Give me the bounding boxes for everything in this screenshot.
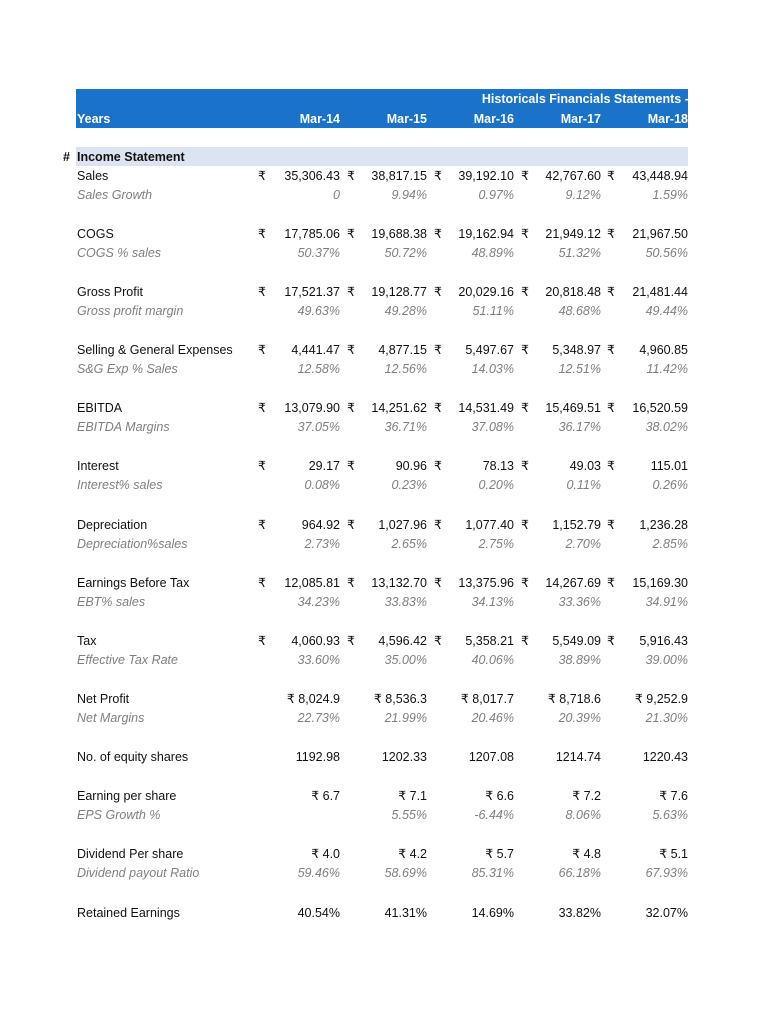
ratio-cell: 33.36% — [558, 595, 601, 609]
currency-symbol: ₹ — [521, 576, 529, 590]
currency-symbol: ₹ — [258, 285, 266, 299]
header-band — [76, 89, 700, 128]
ratio-cell: 49.28% — [384, 304, 427, 318]
value-cell: 4,441.47 — [291, 343, 340, 357]
currency-symbol: ₹ — [521, 634, 529, 648]
ratio-cell: 2.75% — [478, 537, 514, 551]
ratio-cell: 12.51% — [558, 362, 601, 376]
ratio-cell: 14.03% — [471, 362, 514, 376]
currency-symbol: ₹ — [434, 227, 442, 241]
currency-symbol: ₹ — [258, 518, 266, 532]
value-cell: 29.17 — [308, 459, 340, 473]
currency-symbol: ₹ — [347, 576, 355, 590]
value-cell: 13,132.70 — [371, 576, 427, 590]
row-label: Sales — [77, 169, 109, 183]
value-cell: ₹ 6.7 — [311, 789, 340, 803]
currency-symbol: ₹ — [521, 518, 529, 532]
value-cell: 42,767.60 — [545, 169, 601, 183]
value-cell: 4,877.15 — [378, 343, 427, 357]
ratio-cell: 85.31% — [471, 866, 514, 880]
ratio-cell: 8.06% — [565, 808, 601, 822]
currency-symbol: ₹ — [258, 343, 266, 357]
ratio-label: Interest% sales — [77, 478, 163, 492]
ratio-label: S&G Exp % Sales — [77, 362, 178, 376]
value-cell: 1,152.79 — [552, 518, 601, 532]
ratio-cell: 9.94% — [391, 188, 427, 202]
currency-symbol: ₹ — [347, 401, 355, 415]
value-cell: 20,818.48 — [545, 285, 601, 299]
value-cell: 13,079.90 — [284, 401, 340, 415]
currency-symbol: ₹ — [434, 285, 442, 299]
ratio-label: EPS Growth % — [77, 808, 161, 822]
currency-symbol: ₹ — [347, 227, 355, 241]
row-label: Selling & General Expenses — [77, 343, 233, 357]
value-cell: 5,916.43 — [639, 634, 688, 648]
ratio-cell: 50.56% — [645, 246, 688, 260]
value-cell: ₹ 9,252.9 — [634, 692, 688, 706]
ratio-cell: 34.91% — [645, 595, 688, 609]
currency-symbol: ₹ — [521, 343, 529, 357]
currency-symbol: ₹ — [521, 285, 529, 299]
ratio-label: COGS % sales — [77, 246, 162, 260]
value-cell: 5,497.67 — [465, 343, 514, 357]
currency-symbol: ₹ — [434, 169, 442, 183]
years-label: Years — [77, 112, 111, 126]
value-cell: 20,029.16 — [458, 285, 514, 299]
currency-symbol: ₹ — [258, 576, 266, 590]
ratio-cell: 0.11% — [566, 478, 601, 492]
ratio-cell: 67.93% — [645, 866, 688, 880]
value-cell: 964.92 — [301, 518, 340, 532]
currency-symbol: ₹ — [347, 518, 355, 532]
section-title: Income Statement — [77, 150, 185, 164]
ratio-cell — [260, 806, 340, 824]
year-header: Mar-18 — [647, 112, 688, 126]
ratio-cell: 2.73% — [304, 537, 340, 551]
ratio-cell: 59.46% — [297, 866, 340, 880]
value-cell: 39,192.10 — [458, 169, 514, 183]
year-header-row — [76, 110, 688, 128]
ratio-cell: 38.89% — [558, 653, 601, 667]
ratio-label: Effective Tax Rate — [77, 653, 178, 667]
ratio-label: Dividend payout Ratio — [77, 866, 200, 880]
ratio-cell: 36.71% — [384, 420, 427, 434]
value-cell: 4,960.85 — [639, 343, 688, 357]
ratio-cell: 21.30% — [645, 711, 688, 725]
ratio-cell: 38.02% — [645, 420, 688, 434]
row-label: Retained Earnings — [77, 906, 180, 920]
currency-symbol: ₹ — [607, 576, 615, 590]
currency-symbol: ₹ — [258, 401, 266, 415]
value-cell: ₹ 4.2 — [398, 847, 427, 861]
value-cell: ₹ 8,718.6 — [547, 692, 601, 706]
ratio-label: EBT% sales — [77, 595, 146, 609]
currency-symbol: ₹ — [607, 401, 615, 415]
value-cell: 115.01 — [650, 459, 688, 473]
ratio-cell: 35.00% — [384, 653, 427, 667]
value-cell: 5,549.09 — [552, 634, 601, 648]
currency-symbol: ₹ — [258, 459, 266, 473]
value-cell: 14,267.69 — [545, 576, 601, 590]
currency-symbol: ₹ — [607, 634, 615, 648]
currency-symbol: ₹ — [434, 576, 442, 590]
ratio-cell: 33.60% — [297, 653, 340, 667]
currency-symbol: ₹ — [607, 285, 615, 299]
currency-symbol: ₹ — [258, 227, 266, 241]
value-cell: ₹ 4.8 — [572, 847, 601, 861]
value-cell: ₹ 7.1 — [398, 789, 427, 803]
ratio-cell: 40.06% — [471, 653, 514, 667]
currency-symbol: ₹ — [521, 227, 529, 241]
value-cell: 33.82% — [558, 906, 601, 920]
sheet-title: Historicals Financials Statements - T — [481, 92, 700, 106]
ratio-cell: 11.42% — [646, 362, 688, 376]
ratio-cell: 48.68% — [558, 304, 601, 318]
ratio-label: Gross profit margin — [77, 304, 184, 318]
ratio-cell: 50.72% — [384, 246, 427, 260]
ratio-cell: 49.63% — [297, 304, 340, 318]
ratio-cell: 39.00% — [645, 653, 688, 667]
value-cell: 14,251.62 — [371, 401, 427, 415]
currency-symbol: ₹ — [607, 227, 615, 241]
value-cell: ₹ 7.6 — [659, 789, 688, 803]
ratio-label: EBITDA Margins — [77, 420, 170, 434]
ratio-cell: 50.37% — [297, 246, 340, 260]
currency-symbol: ₹ — [607, 459, 615, 473]
value-cell: ₹ 4.0 — [311, 847, 340, 861]
value-cell: ₹ 8,024.9 — [286, 692, 340, 706]
value-cell: 14.69% — [471, 906, 514, 920]
value-cell: 90.96 — [395, 459, 427, 473]
value-cell: ₹ 5.7 — [485, 847, 514, 861]
ratio-label: Sales Growth — [77, 188, 153, 202]
value-cell: 4,596.42 — [378, 634, 427, 648]
currency-symbol: ₹ — [347, 343, 355, 357]
ratio-cell: 34.23% — [297, 595, 340, 609]
ratio-cell: 20.39% — [558, 711, 601, 725]
row-label: COGS — [77, 227, 114, 241]
value-cell: 38,817.15 — [371, 169, 427, 183]
currency-symbol: ₹ — [434, 459, 442, 473]
value-cell: 12,085.81 — [284, 576, 340, 590]
value-cell: 13,375.96 — [458, 576, 514, 590]
value-cell: 16,520.59 — [632, 401, 688, 415]
ratio-label: Net Margins — [77, 711, 145, 725]
value-cell: 49.03 — [569, 459, 601, 473]
value-cell: 21,967.50 — [632, 227, 688, 241]
value-cell: 1214.74 — [555, 750, 601, 764]
value-cell: 1220.43 — [642, 750, 688, 764]
value-cell: 5,348.97 — [552, 343, 601, 357]
row-label: Earnings Before Tax — [77, 576, 190, 590]
value-cell: 19,128.77 — [371, 285, 427, 299]
currency-symbol: ₹ — [347, 169, 355, 183]
ratio-cell: 51.32% — [558, 246, 601, 260]
value-cell: 19,162.94 — [458, 227, 514, 241]
row-label: No. of equity shares — [77, 750, 189, 764]
value-cell: ₹ 8,017.7 — [460, 692, 514, 706]
value-cell: 41.31% — [384, 906, 427, 920]
ratio-cell: 51.11% — [472, 304, 514, 318]
ratio-cell: 2.85% — [652, 537, 688, 551]
row-label: Net Profit — [77, 692, 130, 706]
currency-symbol: ₹ — [434, 634, 442, 648]
currency-symbol: ₹ — [521, 401, 529, 415]
ratio-cell: 12.56% — [384, 362, 427, 376]
year-header: Mar-17 — [560, 112, 601, 126]
ratio-cell: 37.08% — [471, 420, 514, 434]
ratio-cell: 22.73% — [297, 711, 340, 725]
ratio-cell: 49.44% — [645, 304, 688, 318]
section-marker: # — [63, 150, 70, 164]
currency-symbol: ₹ — [521, 169, 529, 183]
ratio-cell: 0.97% — [478, 188, 514, 202]
ratio-cell: 37.05% — [297, 420, 340, 434]
year-header: Mar-16 — [473, 112, 514, 126]
currency-symbol: ₹ — [607, 169, 615, 183]
currency-symbol: ₹ — [258, 634, 266, 648]
row-label: Depreciation — [77, 518, 148, 532]
ratio-cell: 34.13% — [471, 595, 514, 609]
ratio-cell: 0.23% — [391, 478, 427, 492]
value-cell: ₹ 8,536.3 — [373, 692, 427, 706]
year-header: Mar-15 — [386, 112, 427, 126]
value-cell: 17,785.06 — [284, 227, 340, 241]
ratio-cell: 1.59% — [652, 188, 688, 202]
currency-symbol: ₹ — [258, 169, 266, 183]
value-cell: 1,236.28 — [639, 518, 688, 532]
value-cell: 15,469.51 — [545, 401, 601, 415]
currency-symbol: ₹ — [607, 343, 615, 357]
value-cell: 32.07% — [645, 906, 688, 920]
ratio-cell: 66.18% — [558, 866, 601, 880]
currency-symbol: ₹ — [434, 401, 442, 415]
ratio-cell: 20.46% — [471, 711, 514, 725]
currency-symbol: ₹ — [434, 518, 442, 532]
value-cell: ₹ 6.6 — [485, 789, 514, 803]
value-cell: 1192.98 — [295, 750, 340, 764]
ratio-cell: 2.65% — [391, 537, 427, 551]
ratio-cell: 58.69% — [384, 866, 427, 880]
row-label: Interest — [77, 459, 119, 473]
ratio-cell: 5.55% — [391, 808, 427, 822]
ratio-cell: 48.89% — [471, 246, 514, 260]
year-header: Mar-14 — [299, 112, 340, 126]
value-cell: ₹ 5.1 — [659, 847, 688, 861]
value-cell: 1,077.40 — [465, 518, 514, 532]
ratio-cell: 9.12% — [565, 188, 601, 202]
value-cell: 21,481.44 — [632, 285, 688, 299]
value-cell: 21,949.12 — [545, 227, 601, 241]
value-cell: 17,521.37 — [284, 285, 340, 299]
ratio-cell: -6.44% — [474, 808, 514, 822]
currency-symbol: ₹ — [347, 634, 355, 648]
ratio-cell: 0.20% — [478, 478, 514, 492]
ratio-cell: 0.26% — [652, 478, 688, 492]
ratio-cell: 33.83% — [384, 595, 427, 609]
value-cell: 19,688.38 — [371, 227, 427, 241]
ratio-cell: 12.58% — [297, 362, 340, 376]
row-label: Tax — [77, 634, 97, 648]
value-cell: ₹ 7.2 — [572, 789, 601, 803]
currency-symbol: ₹ — [347, 459, 355, 473]
value-cell: 14,531.49 — [458, 401, 514, 415]
ratio-cell: 2.70% — [565, 537, 601, 551]
ratio-cell: 21.99% — [384, 711, 427, 725]
value-cell: 35,306.43 — [284, 169, 340, 183]
value-cell: 43,448.94 — [632, 169, 688, 183]
value-cell: 15,169.30 — [632, 576, 688, 590]
row-label: Gross Profit — [77, 285, 143, 299]
value-cell: 40.54% — [297, 906, 340, 920]
ratio-cell: 0 — [333, 188, 340, 202]
value-cell: 5,358.21 — [465, 634, 514, 648]
currency-symbol: ₹ — [521, 459, 529, 473]
value-cell: 78.13 — [482, 459, 514, 473]
ratio-cell: 36.17% — [558, 420, 601, 434]
ratio-cell: 5.63% — [652, 808, 688, 822]
currency-symbol: ₹ — [434, 343, 442, 357]
value-cell: 1,027.96 — [378, 518, 427, 532]
row-label: Earning per share — [77, 789, 177, 803]
value-cell: 1207.08 — [468, 750, 514, 764]
value-cell: 1202.33 — [381, 750, 427, 764]
currency-symbol: ₹ — [607, 518, 615, 532]
value-cell: 4,060.93 — [291, 634, 340, 648]
row-label: EBITDA — [77, 401, 123, 415]
ratio-label: Depreciation%sales — [77, 537, 188, 551]
currency-symbol: ₹ — [347, 285, 355, 299]
row-label: Dividend Per share — [77, 847, 184, 861]
ratio-cell: 0.08% — [304, 478, 340, 492]
